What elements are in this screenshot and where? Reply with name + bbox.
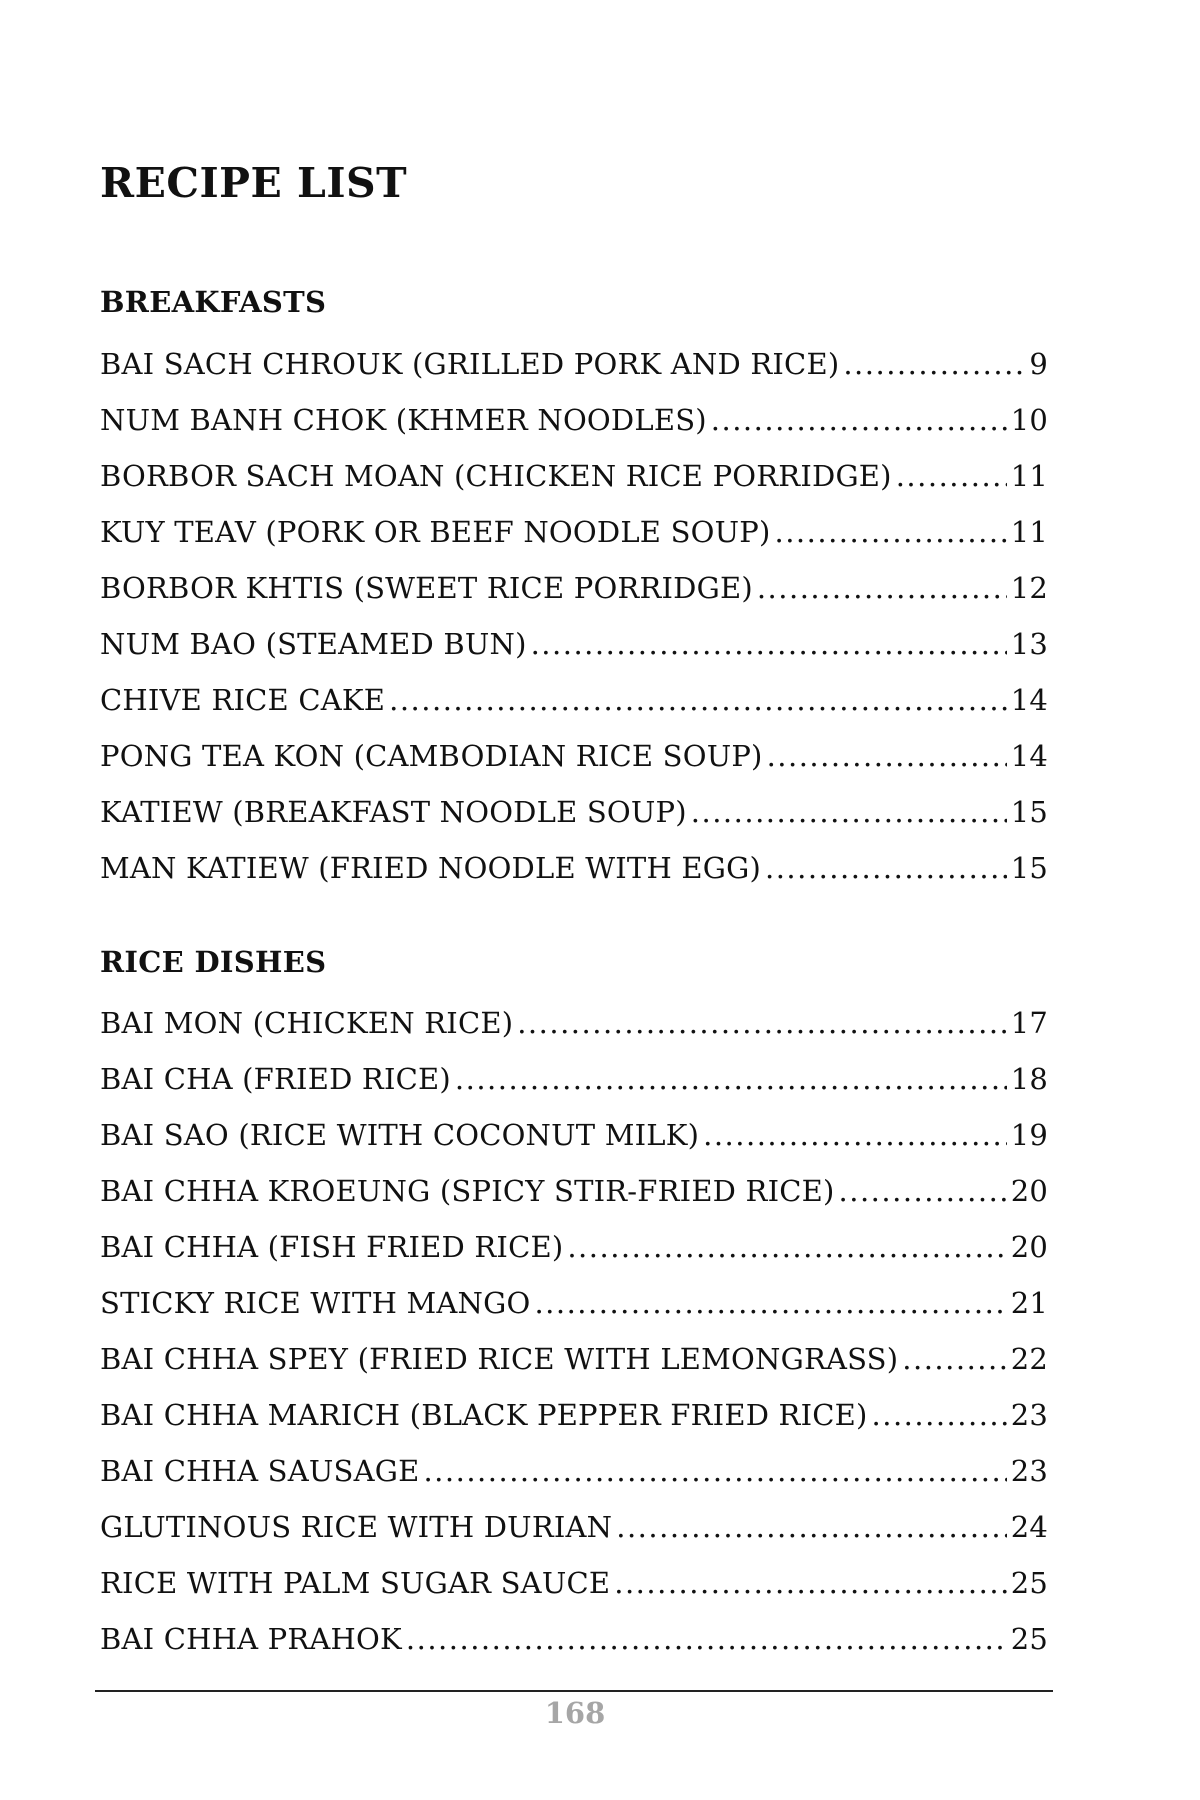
dot-leader	[765, 854, 1007, 883]
toc-entry-label: BAI CHHA SAUSAGE	[100, 1454, 420, 1488]
toc-entry-page: 12	[1010, 571, 1048, 605]
dot-leader	[896, 462, 1007, 491]
toc-entry	[100, 563, 1048, 603]
dot-leader	[872, 1401, 1007, 1430]
dot-leader	[839, 1177, 1007, 1206]
dot-leader	[902, 1345, 1006, 1374]
toc-entry-page: 20	[1010, 1230, 1048, 1264]
toc-entry	[100, 507, 1048, 547]
toc-entry-label: NUM BANH CHOK (KHMER NOODLES)	[100, 403, 707, 437]
dot-leader	[531, 630, 1007, 659]
dot-leader	[757, 574, 1007, 603]
toc-entry	[100, 1446, 1048, 1486]
toc-entry	[100, 1166, 1048, 1206]
toc-entry	[100, 339, 1048, 379]
page-title: RECIPE LIST	[100, 159, 408, 207]
toc-entry-label: BORBOR KHTIS (SWEET RICE PORRIDGE)	[100, 571, 753, 605]
toc-entry-page: 23	[1010, 1454, 1048, 1488]
toc-entry-page: 11	[1010, 459, 1048, 493]
toc-entry	[100, 731, 1048, 771]
dot-leader	[455, 1065, 1007, 1094]
toc-entry	[100, 843, 1048, 883]
dot-leader	[389, 686, 1007, 715]
dot-leader	[711, 406, 1007, 435]
toc-entry-label: KATIEW (BREAKFAST NOODLE SOUP)	[100, 795, 687, 829]
toc-entry	[100, 1110, 1048, 1150]
toc-entry	[100, 1222, 1048, 1262]
toc-entry-page: 18	[1010, 1062, 1048, 1096]
toc-entry-label: BAI CHHA KROEUNG (SPICY STIR-FRIED RICE)	[100, 1174, 835, 1208]
toc-entry-page: 25	[1010, 1622, 1048, 1656]
toc-entry	[100, 395, 1048, 435]
toc-entry	[100, 619, 1048, 659]
toc-entry	[100, 1054, 1048, 1094]
toc-entry-label: BAI MON (CHICKEN RICE)	[100, 1006, 514, 1040]
toc-entry	[100, 1558, 1048, 1598]
toc-entry-label: MAN KATIEW (FRIED NOODLE WITH EGG)	[100, 851, 761, 885]
toc-entry-page: 10	[1010, 403, 1048, 437]
toc-entry-page: 20	[1010, 1174, 1048, 1208]
toc-entry-label: BAI CHHA (FISH FRIED RICE)	[100, 1230, 564, 1264]
toc-entry	[100, 1278, 1048, 1318]
dot-leader	[534, 1289, 1006, 1318]
toc-entry-label: BAI SACH CHROUK (GRILLED PORK AND RICE)	[100, 347, 840, 381]
toc-entry-label: KUY TEAV (PORK OR BEEF NOODLE SOUP)	[100, 515, 771, 549]
toc-entry	[100, 1614, 1048, 1654]
toc-entry-label: STICKY RICE WITH MANGO	[100, 1286, 531, 1320]
toc-entry-page: 14	[1010, 739, 1048, 773]
dot-leader	[703, 1121, 1007, 1150]
dot-leader	[774, 518, 1006, 547]
dot-leader	[567, 1233, 1006, 1262]
section-heading-rice-dishes: RICE DISHES	[100, 945, 327, 979]
dot-leader	[616, 1513, 1006, 1542]
dot-leader	[691, 798, 1007, 827]
toc-entry	[100, 1390, 1048, 1430]
dot-leader	[767, 742, 1007, 771]
dot-leader	[517, 1009, 1006, 1038]
toc-entry	[100, 787, 1048, 827]
dot-leader	[423, 1457, 1006, 1486]
page-number: 168	[544, 1696, 606, 1730]
toc-entry-label: PONG TEA KON (CAMBODIAN RICE SOUP)	[100, 739, 763, 773]
toc-entry-label: BAI CHA (FRIED RICE)	[100, 1062, 451, 1096]
toc-entry-page: 13	[1010, 627, 1048, 661]
toc-entry-label: NUM BAO (STEAMED BUN)	[100, 627, 527, 661]
dot-leader	[406, 1625, 1007, 1654]
dot-leader	[614, 1569, 1006, 1598]
toc-entry-label: BAI SAO (RICE WITH COCONUT MILK)	[100, 1118, 700, 1152]
toc-entry-page: 24	[1010, 1510, 1048, 1544]
toc-entry-label: BAI CHHA MARICH (BLACK PEPPER FRIED RICE)	[100, 1398, 868, 1432]
toc-entry-label: BAI CHHA PRAHOK	[100, 1622, 402, 1656]
toc-entry-label: CHIVE RICE CAKE	[100, 683, 386, 717]
toc-entry-label: BORBOR SACH MOAN (CHICKEN RICE PORRIDGE)	[100, 459, 892, 493]
toc-entry-page: 15	[1010, 795, 1048, 829]
toc-entry	[100, 998, 1048, 1038]
toc-entry-page: 17	[1010, 1006, 1048, 1040]
toc-entry-label: RICE WITH PALM SUGAR SAUCE	[100, 1566, 611, 1600]
toc-entry-page: 15	[1010, 851, 1048, 885]
toc-entry-label: BAI CHHA SPEY (FRIED RICE WITH LEMONGRASS)	[100, 1342, 899, 1376]
toc-entry-page: 14	[1010, 683, 1048, 717]
toc-entry-page: 25	[1010, 1566, 1048, 1600]
toc-entry-page: 19	[1010, 1118, 1048, 1152]
toc-entry-page: 11	[1010, 515, 1048, 549]
dot-leader	[843, 350, 1025, 379]
toc-entry-page: 21	[1010, 1286, 1048, 1320]
toc-entry-page: 9	[1029, 347, 1048, 381]
toc-entry	[100, 675, 1048, 715]
toc-entry-page: 22	[1010, 1342, 1048, 1376]
section-heading-breakfasts: BREAKFASTS	[100, 285, 327, 319]
toc-entry	[100, 1334, 1048, 1374]
toc-entry	[100, 1502, 1048, 1542]
toc-entry-label: GLUTINOUS RICE WITH DURIAN	[100, 1510, 613, 1544]
toc-entry-page: 23	[1010, 1398, 1048, 1432]
footer-divider	[95, 1690, 1053, 1692]
toc-entry	[100, 451, 1048, 491]
